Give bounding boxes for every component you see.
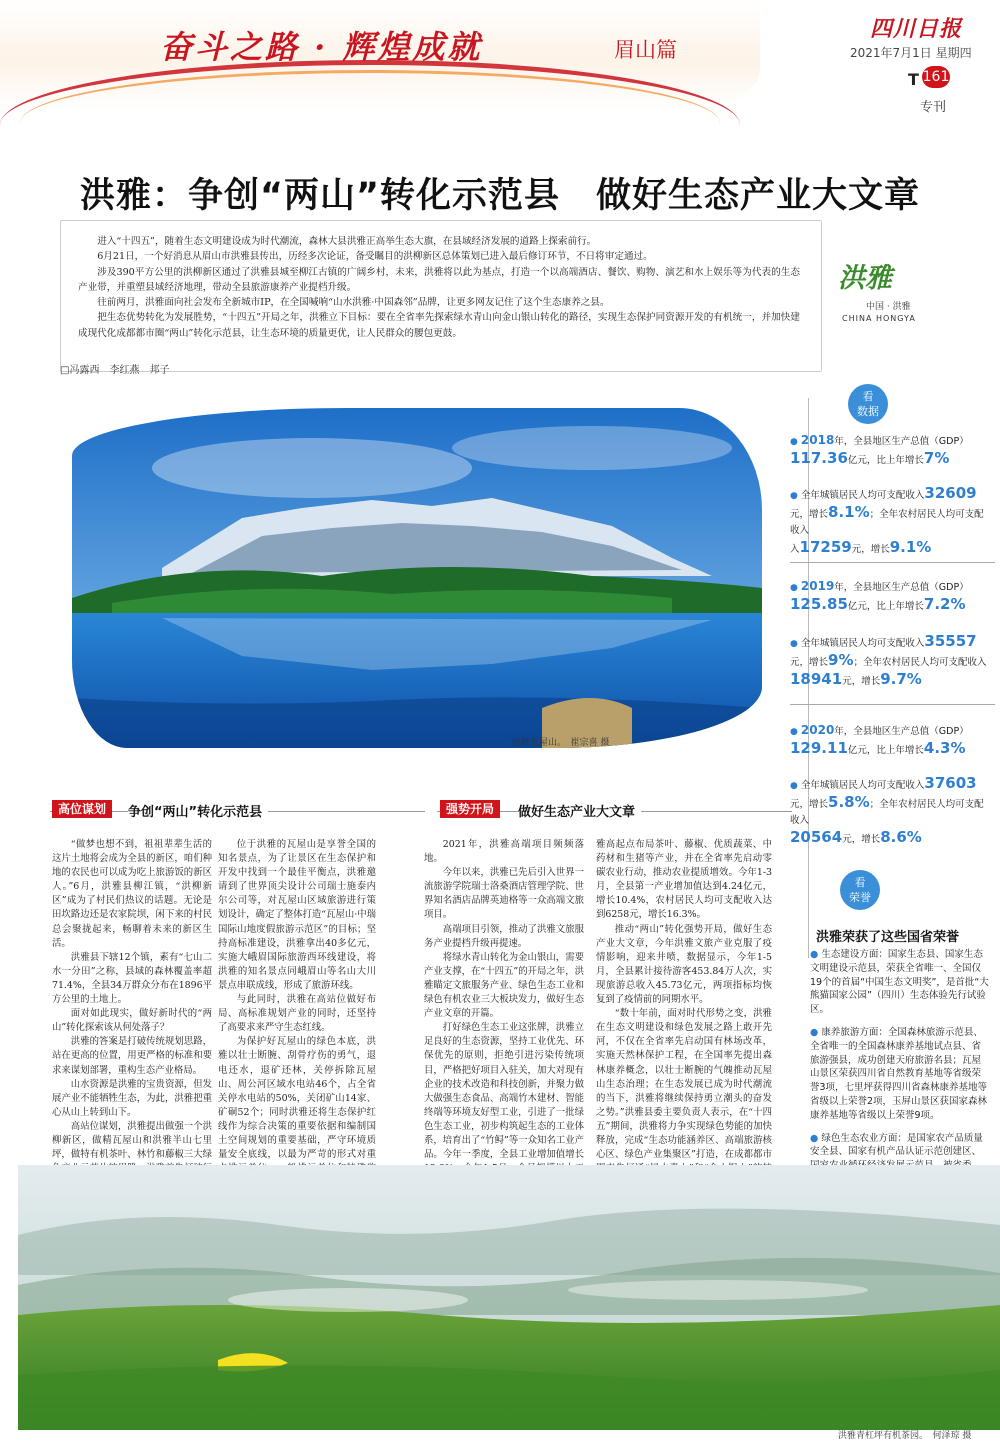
banner-subtitle: 眉山篇: [614, 38, 677, 62]
page-prefix: T: [908, 70, 919, 89]
intro-paragraph: 进入“十四五”，随着生态文明建设成为时代潮流，森林大县洪雅正高举生态大旗，在县域经济发展的道路上探索前行。: [97, 236, 597, 247]
honor-item: [810, 948, 990, 1017]
intro-lead: [78, 234, 800, 341]
stat-gdp: 129.11: [790, 739, 848, 757]
stat-label: 亿元，比上年增长: [847, 455, 924, 466]
stat-growth: 9%: [828, 651, 854, 669]
stat-label: 全年城镇居民人均可支配收入: [800, 490, 925, 501]
bullet-icon: ●: [790, 781, 798, 791]
body-paragraph: 洪雅县下辖12个镇，素有“七山二水一分田”之称，县域的森林覆盖率超71.4%，全县34万群众分布在1896平方公里的土地上。: [52, 951, 212, 1006]
stat-growth: 9.1%: [889, 538, 932, 556]
intro-paragraph: 涉及390平方公里的洪柳新区通过了洪雅县城至柳江古镇的广阔乡村，未来，洪雅将以此为基点，打造一个以高端酒店、餐饮、购物、演艺和水上娱乐等为代表的生态产业带，并重塑县域经济地理，带动全县旅游康养产业提档升级。: [78, 266, 800, 293]
stats-2020: [790, 722, 990, 854]
body-paragraph: 将绿水青山转化为金山银山，需要产业支撑，在“十四五”的开局之年，洪雅瞄定文旅服务产业、绿色生态工业和绿色有机农业三大板块发力，做好生态产业文章的开篇。: [424, 951, 584, 1020]
honor-bubble-line: 荣誉: [849, 891, 871, 904]
body-paragraph: 高端项目引领，推动了洪雅文旅服务产业提档升级再提速。: [424, 923, 584, 949]
stat-gdp: 125.85: [790, 595, 848, 613]
stats-2019: [790, 578, 990, 696]
stats-2018: ● 2018年，全县地区生产总值（GDP） 117.36亿元，比上年增长7% ● 全年城镇居民人均可支配收入32609 元，增长8.1%；全年农村居民人均可支配收入 入17259元，增长9.1%: [790, 433, 984, 556]
photo-caption: 远眺瓦屋山。 崔宗喜 摄: [512, 738, 610, 748]
bullet-icon: ●: [810, 1026, 822, 1038]
article-column-4: [596, 838, 772, 1219]
stat-year: 2019: [800, 579, 835, 593]
stat-label: 年，全县地区生产总值（GDP）: [834, 436, 969, 447]
section2-tag: 强势开局: [440, 800, 500, 818]
page-kind: 专刊: [920, 100, 947, 115]
newspaper-name: 四川日报: [870, 16, 963, 42]
stat-rural-income: 18941: [790, 670, 843, 688]
stat-label: ；全年农村居民人均可支配收入: [853, 657, 987, 668]
stat-growth: 4.3%: [923, 739, 966, 757]
body-paragraph: 面对如此现实，做好新时代的“两山”转化探索该从何处落子？: [52, 1008, 212, 1034]
mountain-lake-illustration: [72, 408, 762, 748]
issue-date: 2021年7月1日 星期四: [850, 46, 972, 60]
stat-gdp: 117.36: [790, 449, 848, 467]
bullet-icon: ●: [790, 639, 798, 649]
stat-label: ；全年农村居民人均可支配收入: [790, 509, 984, 536]
bullet-icon: ●: [810, 1132, 822, 1144]
honor-text: 康养旅游方面：全国森林旅游示范县、全省唯一的全国森林康养基地试点县、省旅游强县，成功创建天府旅游名县；瓦屋山景区荣获四川省自然教育基地等省级荣誉3项，七里坪获得四川省森林康养基地等省级以上荣誉2项，玉屏山景区获国家森林康养基地等省级以上荣誉9项。: [810, 1026, 988, 1121]
stat-label: 亿元，比上年增长: [847, 745, 924, 756]
bullet-icon: ●: [790, 437, 798, 447]
honor-bubble: [840, 870, 880, 910]
landscape-caption: 洪雅青杠坪有机茶园。 何泽琼 摄: [838, 1431, 972, 1441]
body-paragraph: “数十年前，面对时代形势之变，洪雅在生态文明建设和绿色发展之路上敢开先河，不仅在全省率先启动国有林场改革，实施天然林保护工程，在全国率先提出森林康养概念，以壮士断腕的气魄推动瓦屋山生态治理；在生态发展已成为时代潮流的当下，洪雅将继续保持勇立潮头的奋发之势。”洪雅县委主要负责人表示，在“十四五”期间，洪雅将力争实现绿色势能的加快释放，完成“生态功能涵养区、高端旅游核心区、绿色产业集聚区”打造，在成都都市: [596, 1008, 772, 1161]
body-paragraph: 2021年，洪雅高端项目频频落地。: [424, 839, 584, 865]
stat-label: 年，全县地区生产总值（GDP）: [834, 726, 969, 737]
byline: □冯露西 李红燕 邦子: [60, 365, 170, 376]
stat-label: 元，增长: [790, 799, 829, 810]
body-paragraph: 雅高起点布局茶叶、藤椒、优质蔬菜、中药材和生猪等产业，并在全省率先启动零碳农业行动，推动农业提质增效。今年1-3月，全县第一产业增加值达到4.24亿元，增长10.4%，农村居民人均可支配收入达到6258元，增长16.3%。: [596, 839, 772, 921]
section1-title: 争创“两山”转化示范县: [128, 801, 268, 820]
hongya-logo: 洪雅: [838, 263, 892, 294]
masthead: [0, 0, 1000, 120]
body-paragraph: 为保护好瓦屋山的绿色本底，洪雅以壮士断腕、刮骨疗伤的勇气，退电还水，退矿还林，关停拆除瓦屋山、周公河区域水电站46个，占全省关停水电站的50%，关闭矿山14家、矿硐52个；同时洪雅还将生态保护红线作为综合决策的重要依据和编制国土空间规划的重要基础，严守环境质量安全底线，以最为严苛的形式对重: [218, 1036, 376, 1161]
tea-garden-photo: [18, 1165, 1000, 1430]
body-paragraph: “做梦也想不到，祖祖辈辈生活的这片土地将会成为全县的新区，咱们种地的农民也可以成为吃上旅游饭的新区人。”6月，洪雅县柳江镇，“洪柳新区”成为了村民们热议的话题。无论是田坎路边还是农家院坝，闲下来的村民总会聚拢起来，畅聊着未来的新区生活。: [52, 839, 212, 949]
stat-label: 元，增长: [842, 834, 881, 845]
bullet-icon: ●: [790, 583, 798, 593]
stat-rural-income: 17259: [799, 538, 852, 556]
stat-growth: 8.1%: [828, 503, 870, 521]
honor-text: 生态建设方面：国家生态县、国家生态文明建设示范县，荣获全省唯一、全国仅19个的首届“中国生态文明奖”，是首批“大熊猫国家公园”（四川）生态体验先行试验区。: [810, 949, 989, 1016]
stat-growth: 7%: [923, 449, 950, 467]
stat-label: 元，增长: [790, 657, 829, 668]
body-paragraph: 与此同时，洪雅在高站位做好布局、高标准规划产业的同时，还坚持了高要求来严守生态红线。: [218, 994, 376, 1034]
stats-bubble-line: 数据: [857, 405, 879, 418]
tea-garden-illustration: [18, 1165, 1000, 1430]
stat-label: 亿元，比上年增长: [847, 601, 924, 612]
stat-growth: 8.6%: [880, 828, 922, 846]
stat-year: 2020: [800, 723, 835, 737]
honor-text: 绿色生态农业方面：是国家农产品质量安全县、国家有机产品认证示范创建区、: [810, 1132, 983, 1158]
page-number-badge: 161: [922, 66, 950, 88]
bullet-icon: ●: [790, 727, 798, 737]
intro-paragraph: 6月21日，一个好消息从眉山市洪雅县传出，历经多次论证，备受瞩目的洪柳新区总体策划已进入最后修订环节，不日将审定通过。: [97, 251, 653, 263]
stats-bubble: [848, 384, 888, 424]
stat-label: 元，增长: [842, 676, 881, 687]
body-paragraph: 山水资源是洪雅的宝贵资源，但发展产业不能牺牲生态，为此，洪雅把重心从山上转到山下。: [52, 1078, 212, 1118]
logo-en-text: CHINA HONGYA: [842, 314, 916, 323]
stat-growth: 9.7%: [880, 670, 922, 688]
stat-urban-income: 35557: [924, 632, 977, 650]
intro-paragraph: 把生态优势转化为发展胜势，“十四五”开局之年，洪雅立下目标：要在全省率先探索绿水青山向金山银山转化的路径，实现生态保护同资源开发的有机统一，并加快建成现代化成都都市圈“两山”转化示范县，让生态环境的质量更优，让人民群众的腰包更鼓。: [78, 312, 800, 339]
stat-rural-income: 20564: [790, 828, 843, 846]
mountain-lake-photo: [72, 408, 762, 748]
body-paragraph: 洪雅的答案是打破传统规划思路，站在更高的位置，用更严格的标准和要求来谋划部署，重构生态产业格局。: [52, 1036, 212, 1076]
body-paragraph: 位于洪雅的瓦屋山是享誉全国的知名景点，为了让景区在生态保护和开发中找到一个最佳平衡点，洪雅邀请到了世界顶尖设计公司瑞士施泰内尔公司等，对瓦屋山区域旅游进行策划设计，确定了整体打造“瓦屋山·中瑞国际山地度假旅游示范区”的目标；坚持高标准建设，洪雅拿出40多亿元，实施大峨眉国际旅游西环线建设，将洪雅的知名景点同峨眉山等名山大川景点串联成线，形成了旅游环线。: [218, 839, 376, 991]
stat-growth: 5.8%: [828, 793, 870, 811]
stats-divider: [790, 562, 995, 563]
main-headline: 洪雅：争创“两山”转化示范县 做好生态产业大文章: [79, 176, 920, 216]
section2-title: 做好生态产业大文章: [518, 801, 641, 820]
stat-label: ；全年农村居民人均可支配收入: [790, 799, 984, 826]
stat-year: 2018: [800, 433, 835, 447]
stat-label: 全年城镇居民人均可支配收入: [800, 780, 925, 791]
stat-label: 年，全县地区生产总值（GDP）: [834, 582, 969, 593]
bullet-icon: ●: [810, 949, 822, 960]
stat-urban-income: 32609: [924, 484, 977, 502]
honor-bubble-line: 看: [854, 876, 866, 889]
stat-urban-income: 37603: [924, 774, 977, 792]
body-paragraph: 今年以来，洪雅已先后引入世界一流旅游学院瑞士洛桑酒店管理学院、世界知名酒店品牌英迪格等一众高端文旅项目。: [424, 867, 584, 921]
banner-title: 奋斗之路 · 辉煌成就: [160, 28, 483, 66]
body-paragraph: 高站位谋划，洪雅提出做强一个洪柳新区，做精瓦屋山和洪雅半山七里坪，做特有机茶叶、林竹和藤椒三大绿: [52, 1120, 212, 1161]
logo-cn-text: 中国 · 洪雅: [866, 302, 911, 312]
stats-bubble-line: 看: [862, 390, 874, 403]
honor-title: 洪雅荣获了这些国省荣誉: [816, 930, 960, 945]
section1-tag: 高位谋划: [52, 800, 112, 818]
stat-label: 元，增长: [790, 509, 829, 520]
stat-growth: 7.2%: [923, 595, 966, 613]
honor-item: [810, 1026, 990, 1123]
stat-label: 全年城镇居民人均可支配收入: [800, 638, 925, 649]
body-paragraph: 打好绿色生态工业这张牌，洪雅立足良好的生态资源，坚持工业优先、环保优先的原则，拒绝引进污染传统项目，严格把好项目入驻关，加大对现有企业的技术改造和科技创新，并聚力做大做强生态食品、高端竹木建材、智能终端等环境友好型工业，引进了一批绿色生态工业，初步构筑起生态的工业体系，培育出了“竹鲟”等一众知名工业产品。今年一季度，全县工业增加值增长: [424, 1022, 584, 1161]
body-paragraph: 推动“两山”转化强势开局，做好生态产业大文章，今年洪雅文旅产业克服了疫情影响，迎来井喷，数据显示，今年1-5月，全县累计接待游客453.84万人次，实现旅游总收入45.73亿元，两项指标均恢复到了疫情前的同期水平。: [596, 923, 772, 1006]
bullet-icon: ●: [790, 491, 798, 501]
stats-divider: [790, 704, 995, 705]
intro-paragraph: 往前两月，洪雅面向社会发布全新城市IP，在全国喊响“山水洪雅·中国森邻”品牌，让更多网友记住了这个生态康养之县。: [97, 297, 610, 309]
